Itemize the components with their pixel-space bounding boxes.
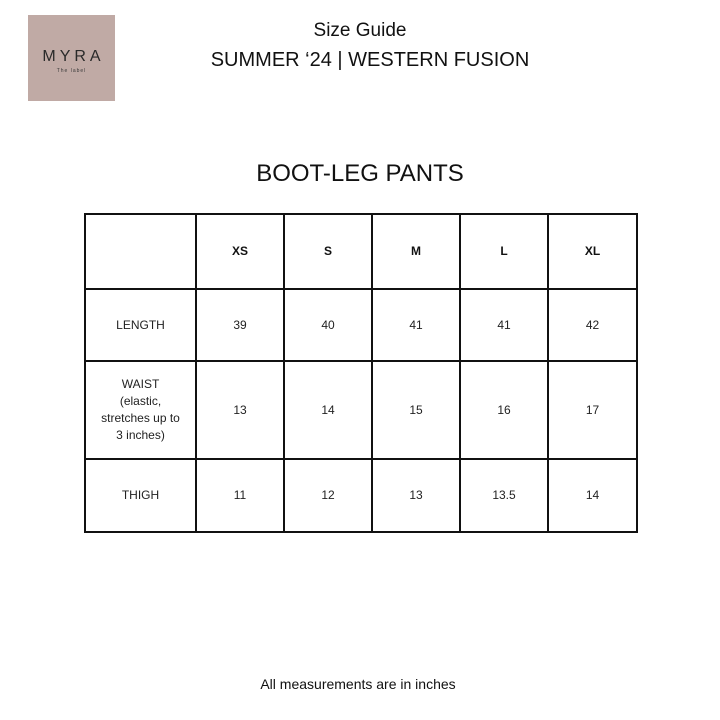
logo-wordmark: MYRA xyxy=(42,48,105,65)
table-cell: 41 xyxy=(460,289,548,361)
row-label-thigh: THIGH xyxy=(85,459,196,532)
size-chart-table xyxy=(84,213,638,533)
size-header-m: M xyxy=(372,214,460,289)
table-cell: 15 xyxy=(372,361,460,459)
table-cell: 40 xyxy=(284,289,372,361)
measurement-note: All measurements are in inches xyxy=(260,676,456,692)
table-cell: 12 xyxy=(284,459,372,532)
table-cell: 42 xyxy=(548,289,637,361)
size-header-s: S xyxy=(284,214,372,289)
collection-title: SUMMER ‘24 | WESTERN FUSION xyxy=(210,49,530,71)
row-label-waist: WAIST (elastic, stretches up to 3 inches) xyxy=(85,361,196,459)
table-row-thigh xyxy=(85,459,637,532)
size-header-xs: XS xyxy=(196,214,284,289)
table-cell: 13 xyxy=(196,361,284,459)
header-corner-cell xyxy=(85,214,196,289)
table-row-waist xyxy=(85,361,637,459)
size-header-l: L xyxy=(460,214,548,289)
table-cell: 13 xyxy=(372,459,460,532)
table-row-length xyxy=(85,289,637,361)
table-header-row xyxy=(85,214,637,289)
table-cell: 14 xyxy=(284,361,372,459)
row-label-length: LENGTH xyxy=(85,289,196,361)
table-cell: 14 xyxy=(548,459,637,532)
table-cell: 39 xyxy=(196,289,284,361)
page-title: Size Guide xyxy=(313,20,407,41)
product-title: BOOT-LEG PANTS xyxy=(256,160,464,187)
logo-tagline: The label xyxy=(56,68,87,74)
size-header-xl: XL xyxy=(548,214,637,289)
table-cell: 17 xyxy=(548,361,637,459)
table-cell: 13.5 xyxy=(460,459,548,532)
table-cell: 41 xyxy=(372,289,460,361)
table-cell: 11 xyxy=(196,459,284,532)
table-cell: 16 xyxy=(460,361,548,459)
